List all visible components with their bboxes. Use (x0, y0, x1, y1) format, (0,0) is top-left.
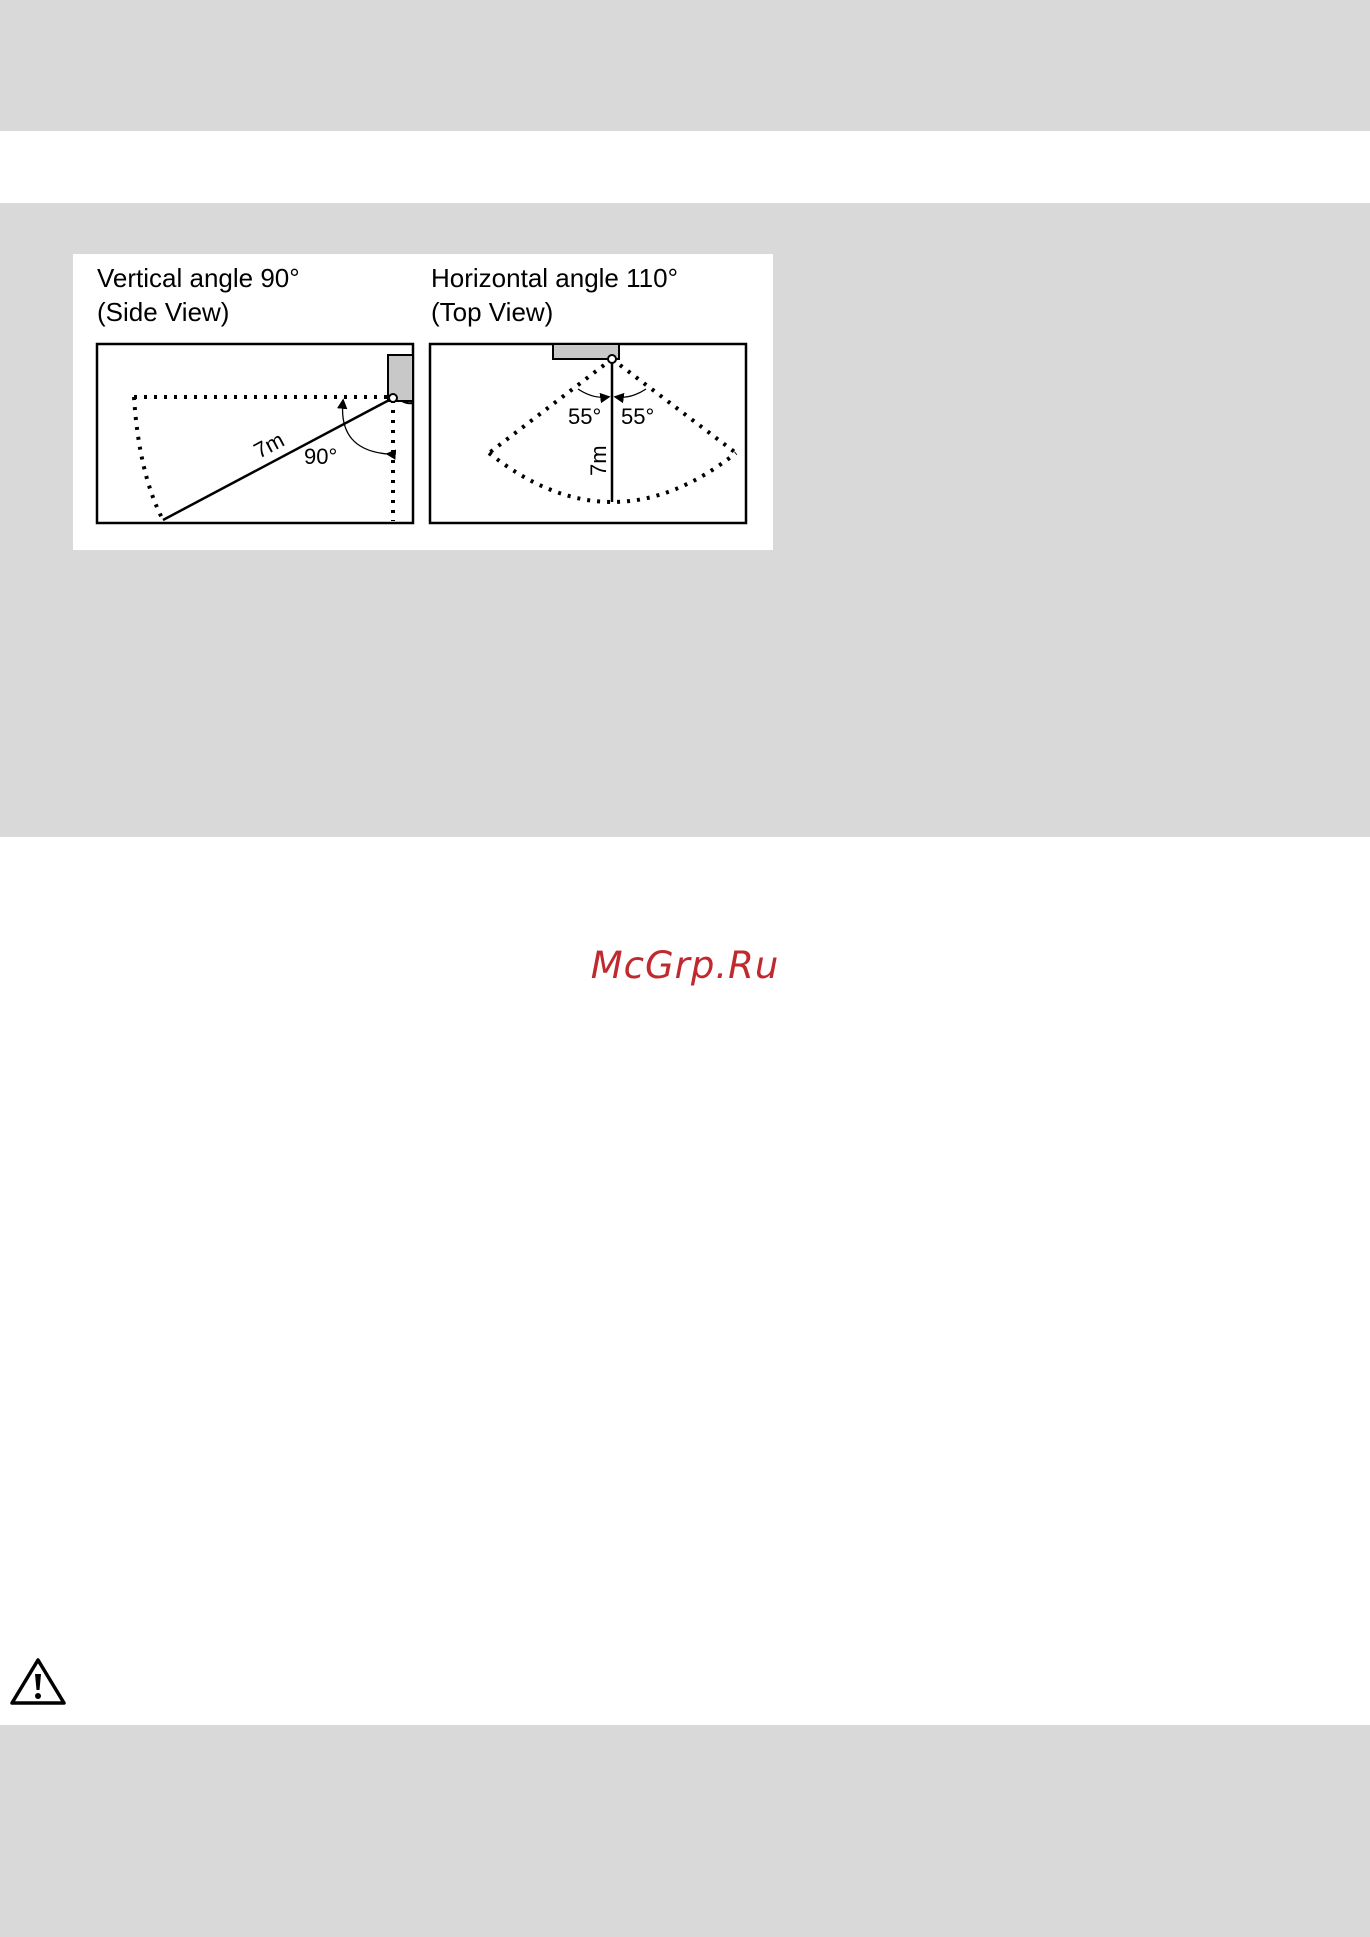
detection-range-diagram (73, 254, 773, 550)
diagram-drawing (73, 254, 773, 550)
side-distance-label: 7m (249, 426, 289, 464)
side-angle-arc (343, 401, 388, 454)
side-view-frame (97, 344, 413, 523)
side-range-arc (134, 397, 163, 520)
top-view-frame (430, 344, 746, 523)
top-right-angle-arc (616, 389, 646, 397)
side-view-figure (97, 344, 413, 523)
bottom-gray-band (0, 1725, 1370, 1937)
top-gray-band (0, 0, 1370, 131)
watermark: McGrp.Ru (590, 944, 780, 987)
top-left-angle-label: 55° (568, 404, 602, 429)
side-view-title: Vertical angle 90° (97, 263, 300, 293)
side-distance-line (163, 398, 393, 520)
top-right-angle-label: 55° (621, 404, 655, 429)
top-view-figure (430, 344, 746, 523)
side-view-subtitle: (Side View) (97, 297, 230, 327)
warning-triangle-icon (9, 1657, 67, 1707)
side-sensor-point (389, 394, 397, 402)
side-angle-label: 90° (304, 444, 338, 469)
top-distance-label: 7m (586, 445, 611, 476)
top-left-angle-arc (578, 389, 608, 397)
top-sensor-point (608, 355, 616, 363)
top-view-subtitle: (Top View) (431, 297, 554, 327)
top-view-title: Horizontal angle 110° (431, 263, 678, 293)
